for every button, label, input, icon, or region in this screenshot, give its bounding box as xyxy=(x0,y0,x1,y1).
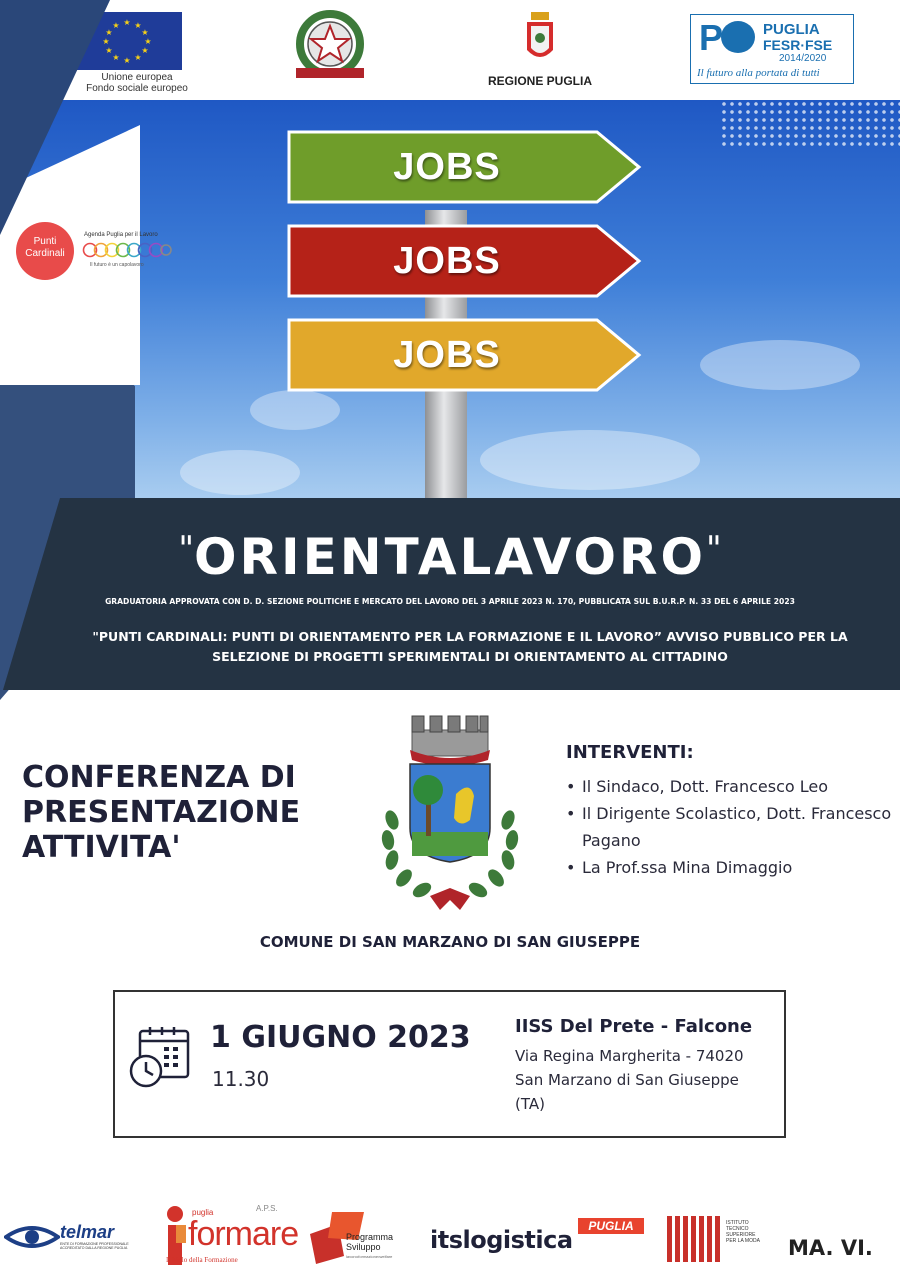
job-sign-green xyxy=(287,130,642,204)
event-date: 1 GIUGNO 2023 xyxy=(210,1020,471,1055)
itslogistica-region: PUGLIA xyxy=(578,1218,644,1234)
fesr-letter: P xyxy=(699,17,724,58)
svg-text:★: ★ xyxy=(134,21,142,30)
programma-sviluppo-logo: Programma Sviluppo xyxy=(346,1232,394,1252)
miti-logo-icon xyxy=(667,1216,723,1262)
interventi-list xyxy=(566,773,896,881)
formare-aps: A.P.S. xyxy=(256,1204,278,1213)
regione-puglia-emblem-icon xyxy=(523,12,557,66)
avviso-description: "PUNTI CARDINALI: PUNTI DI ORIENTAMENTO PER LA FORMAZIONE E IL LAVORO” AVVISO PUBBLICO PER LA SELEZIONE DI PROGETTI SPERIMENTALI DI ORIENTAMENTO AL CITTADINO xyxy=(92,629,848,664)
svg-text:★: ★ xyxy=(123,18,131,27)
job-sign-label: JOBS xyxy=(393,334,501,376)
job-sign-label: JOBS xyxy=(393,240,501,282)
speech-bubble-icon xyxy=(721,21,755,53)
svg-text:★: ★ xyxy=(105,46,113,55)
agenda-puglia-title: Agenda Puglia per il Lavoro xyxy=(84,232,158,238)
eu-caption: Unione europea Fondo sociale europeo xyxy=(86,72,188,94)
comune-name: COMUNE DI SAN MARZANO DI SAN GIUSEPPE xyxy=(259,933,641,951)
telmar-eye-icon xyxy=(4,1223,60,1251)
venue-address: Via Regina Margherita - 74020 San Marzano di San Giuseppe (TA) xyxy=(515,1047,744,1113)
title-text: ORIENTALAVORO xyxy=(193,528,707,586)
svg-text:★: ★ xyxy=(112,53,120,62)
conference-title-line: ATTIVITA' xyxy=(22,830,181,865)
formare-logo: formare xyxy=(188,1215,299,1253)
conference-title xyxy=(22,760,362,865)
graduatoria-note: GRADUATORIA APPROVATA CON D. D. SEZIONE POLITICHE E MERCATO DEL LAVORO DEL 3 APRILE 2023 N. 170, PUBBLICATA SUL B.U.R.P. N. 33 DEL 6 APRILE 2023 xyxy=(105,597,795,606)
list-item: • Il Dirigente Scolastico, Dott. Francesco Pagano xyxy=(566,800,896,854)
title-close-quote: " xyxy=(706,529,722,569)
fesr-motto: Il futuro alla portata di tutti xyxy=(697,67,820,79)
job-sign-label: JOBS xyxy=(393,146,501,188)
miti-label: ISTITUTO TECNICO SUPERIORE PER LA MODA xyxy=(726,1220,760,1244)
svg-text:★: ★ xyxy=(102,37,110,46)
calendar-clock-icon xyxy=(128,1025,192,1089)
svg-text:★: ★ xyxy=(144,37,152,46)
telmar-subtitle: ENTE DI FORMAZIONE PROFESSIONALE ACCREDITATO DALLA REGIONE PUGLIA xyxy=(60,1242,129,1250)
agenda-rings-icon xyxy=(82,242,172,258)
svg-text:★: ★ xyxy=(141,46,149,55)
list-item: • Il Sindaco, Dott. Francesco Leo xyxy=(566,773,896,800)
mavi-logo: MA. VI. xyxy=(788,1236,873,1260)
formare-tagline: Il Molo della Formazione xyxy=(166,1256,238,1264)
agenda-puglia-tagline: Il futuro è un capolavoro xyxy=(90,262,144,268)
svg-text:★: ★ xyxy=(123,56,131,65)
italian-republic-emblem-icon xyxy=(284,8,376,84)
interventi-heading: INTERVENTI: xyxy=(566,742,694,763)
list-item: • La Prof.ssa Mina Dimaggio xyxy=(566,854,896,881)
dot-pattern xyxy=(720,100,900,150)
job-sign-red xyxy=(287,224,642,298)
fesr-fund: FESR·FSE xyxy=(763,37,833,53)
svg-text:★: ★ xyxy=(134,53,142,62)
comune-coat-of-arms-icon xyxy=(370,710,530,920)
svg-text:★: ★ xyxy=(105,28,113,37)
formare-region: puglia xyxy=(192,1208,214,1217)
programma-sviluppo-tagline: lavoro•formazione•welfare xyxy=(346,1254,393,1259)
event-time: 11.30 xyxy=(212,1067,270,1091)
conference-title-line: CONFERENZA DI xyxy=(22,760,296,795)
fesr-period: 2014/2020 xyxy=(779,53,827,64)
svg-text:★: ★ xyxy=(112,21,120,30)
conference-title-line: PRESENTAZIONE xyxy=(22,795,301,830)
puglia-fesr-fse-logo xyxy=(690,14,854,84)
telmar-logo: telmar xyxy=(60,1222,115,1242)
page-title xyxy=(0,528,900,586)
regione-puglia-label: REGIONE PUGLIA xyxy=(487,74,592,88)
title-open-quote: " xyxy=(178,529,194,569)
header-logos xyxy=(0,0,900,100)
punti-cardinali-label: Punti Cardinali xyxy=(25,236,65,259)
venue-name: IISS Del Prete - Falcone xyxy=(515,1016,753,1037)
svg-text:★: ★ xyxy=(141,28,149,37)
itslogistica-logo: itslogistica xyxy=(430,1226,573,1254)
job-sign-yellow xyxy=(287,318,642,392)
fesr-region: PUGLIA xyxy=(763,21,820,38)
